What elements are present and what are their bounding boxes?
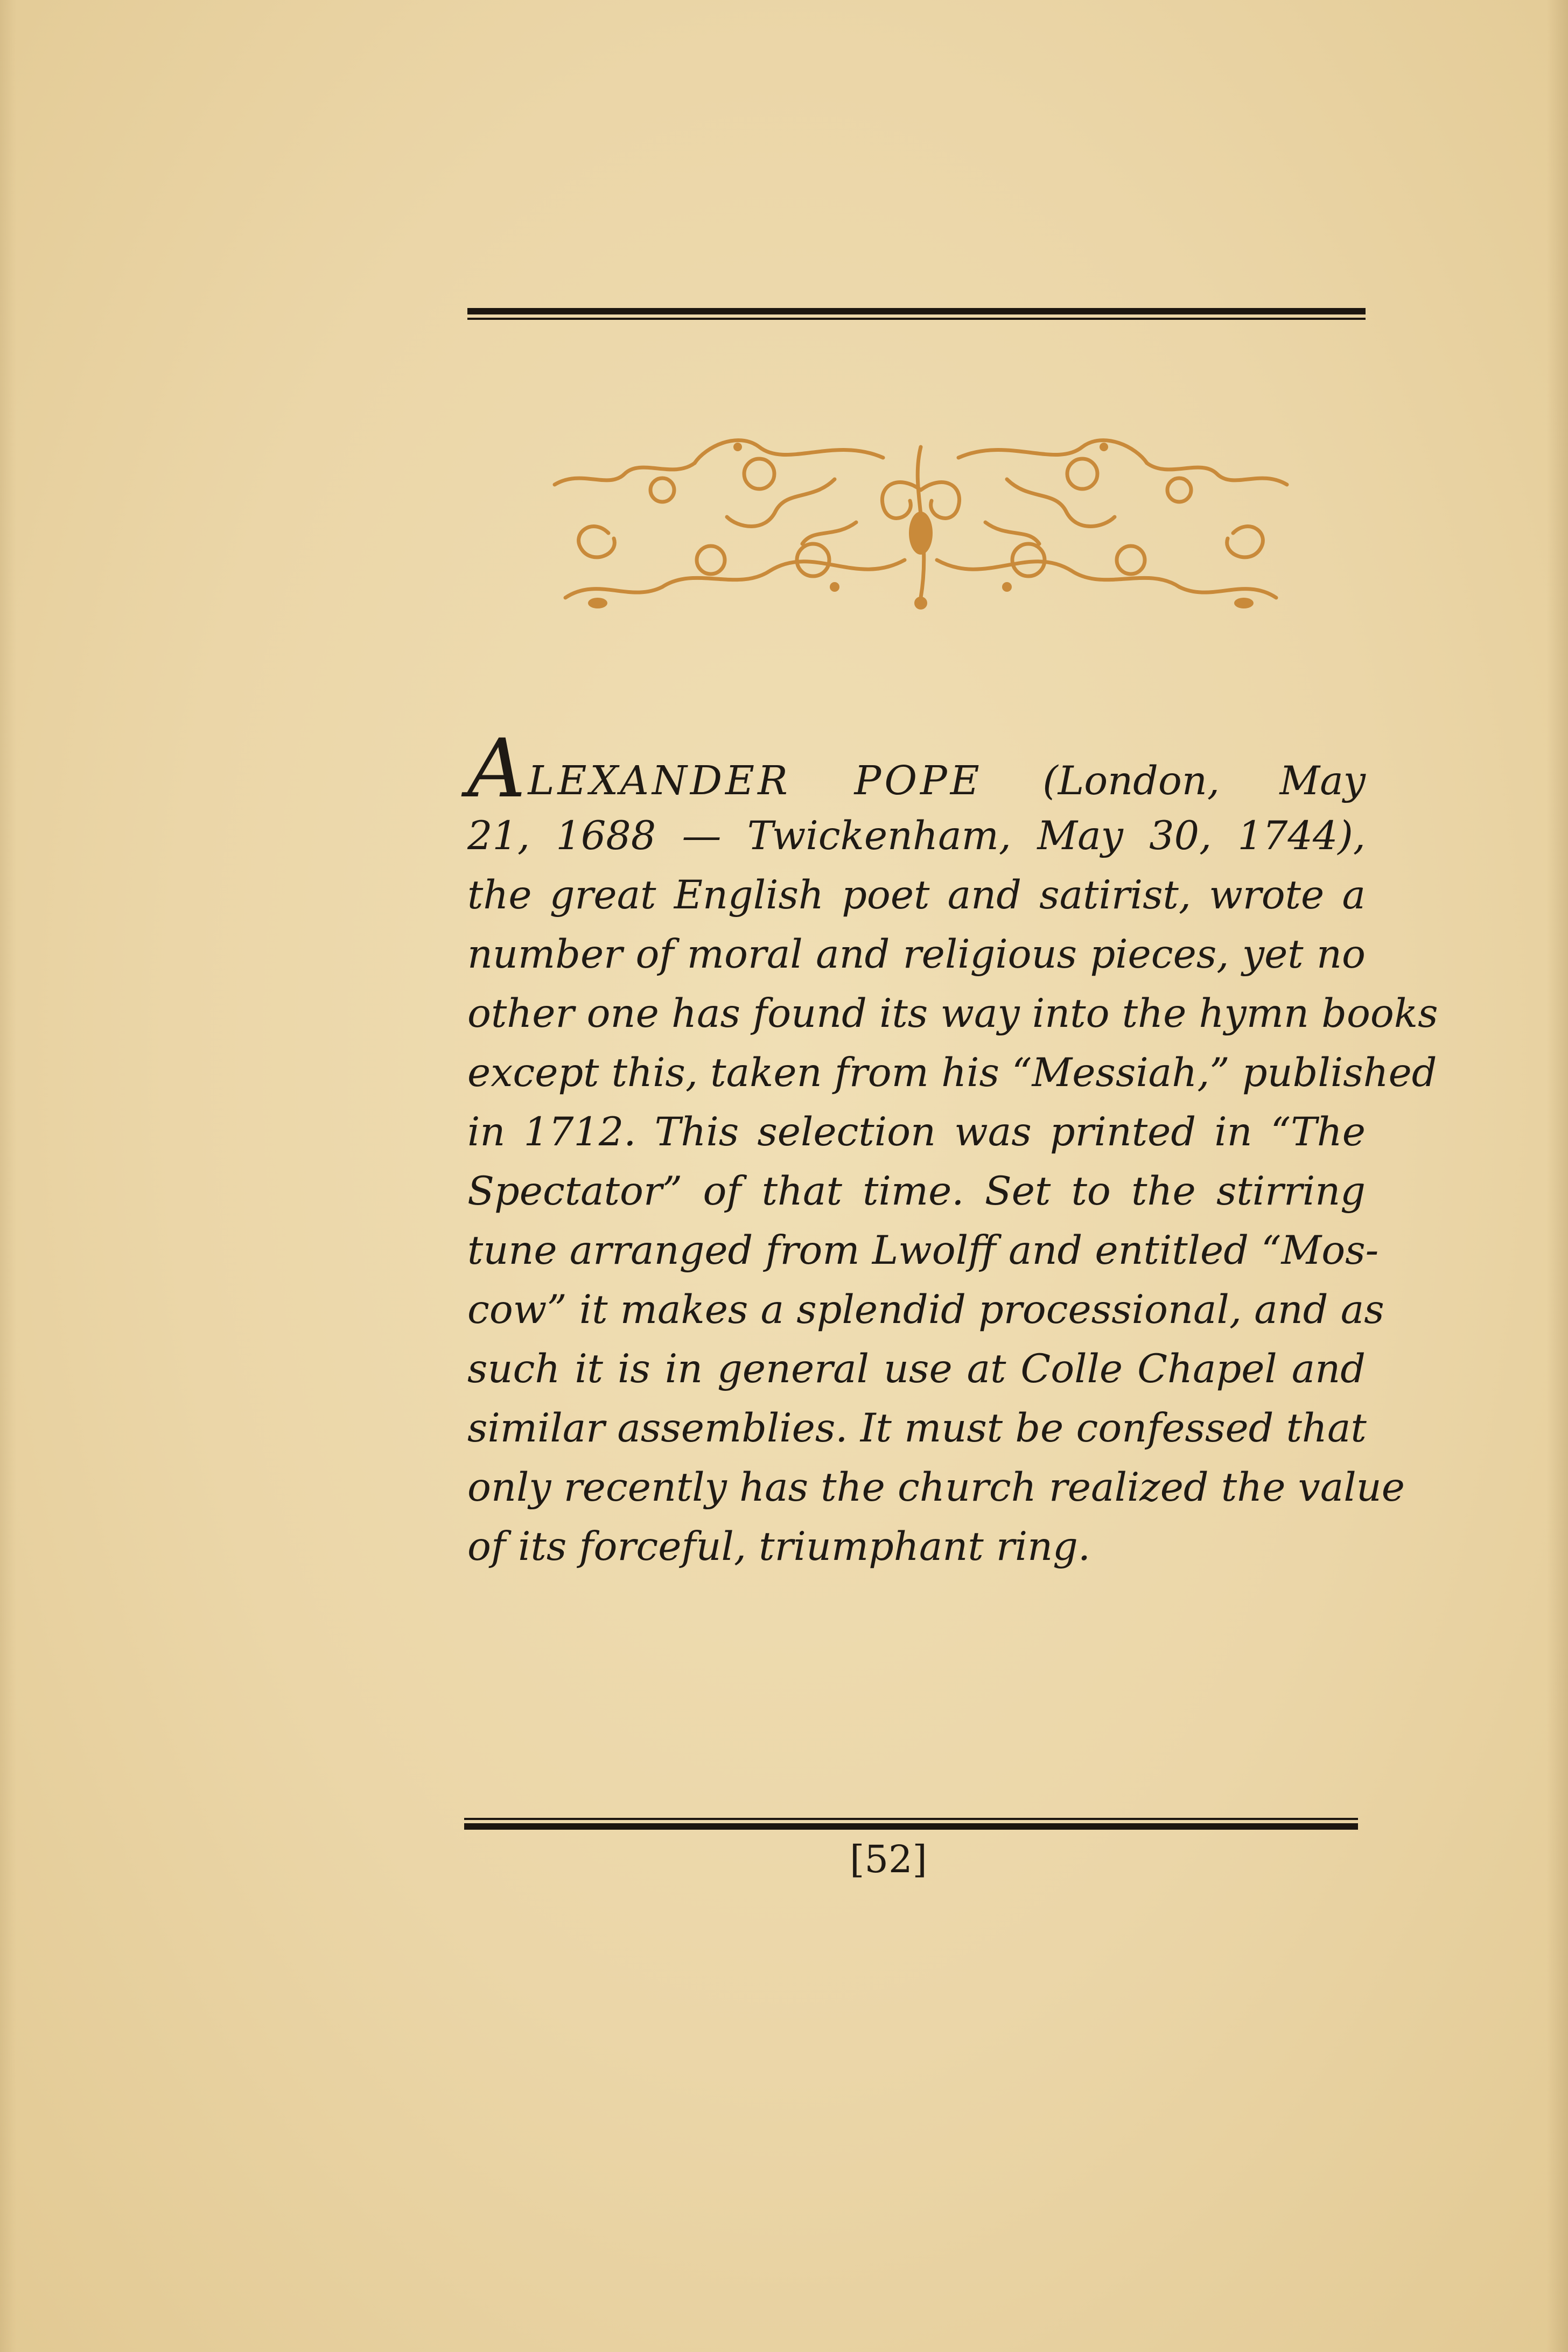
drop-cap: A xyxy=(467,722,526,816)
text-line: ALEXANDER POPE (London, May xyxy=(467,722,1366,816)
text-line: of its forceful, triumphant ring. xyxy=(467,1524,1091,1570)
text-line: number of moral and religious pieces, yet no xyxy=(467,932,1366,977)
bottom-double-rule xyxy=(464,1818,1358,1830)
page-edge-shadow-right xyxy=(1546,0,1568,2352)
top-double-rule xyxy=(467,308,1366,320)
text-line: similar assemblies. It must be confessed that xyxy=(467,1405,1367,1451)
text-line: in 1712. This selection was printed in “The xyxy=(467,1109,1366,1155)
text-line: Spectator” of that time. Set to the stirring xyxy=(467,1168,1366,1214)
text-line: 21, 1688 — Twickenham, May 30, 1744), xyxy=(467,813,1366,859)
text-line: other one has found its way into the hymn books xyxy=(467,991,1438,1037)
text-line: the great English poet and satirist, wrote a xyxy=(467,872,1366,918)
biographical-note xyxy=(467,722,1438,1577)
page-number: [52] xyxy=(850,1837,927,1881)
page-edge-shadow-left xyxy=(0,0,16,2352)
floral-scroll-ornament-icon xyxy=(533,425,1308,619)
text-line: only recently has the church realized the value xyxy=(467,1465,1405,1510)
text-line: tune arranged from Lwolff and entitled “Mos- xyxy=(467,1228,1379,1273)
poet-name-caps: LEXANDER POPE xyxy=(528,758,983,804)
text-line: cow” it makes a splendid processional, and as xyxy=(467,1287,1384,1333)
text-line: such it is in general use at Colle Chapel and xyxy=(467,1346,1366,1392)
text-line: except this, taken from his “Messiah,” published xyxy=(467,1050,1437,1096)
